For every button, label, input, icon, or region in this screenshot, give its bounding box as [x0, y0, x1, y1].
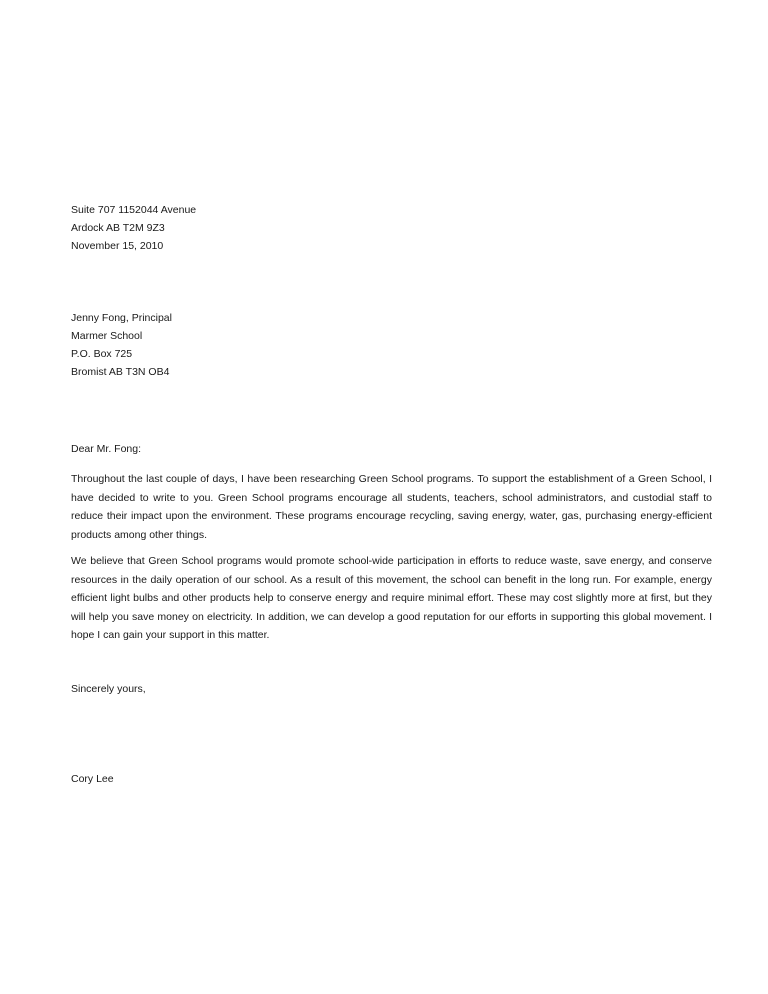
closing: Sincerely yours,: [71, 683, 146, 695]
recipient-name-title: Jenny Fong, Principal: [71, 312, 172, 324]
recipient-city-postal: Bromist AB T3N OB4: [71, 366, 170, 378]
recipient-organization: Marmer School: [71, 330, 143, 342]
recipient-po-box: P.O. Box 725: [71, 348, 133, 360]
salutation: Dear Mr. Fong:: [71, 443, 142, 455]
body-paragraph-1: Throughout the last couple of days, I have been researching Green School programs. To support the establishment of a Green School, I have decided to write to you. Green School programs encourage all students, teachers, school administrators, and custodial staff to reduce their impact upon the environment. These programs encourage recycling, saving energy, water, gas, purchasing energy-efficient products among other things.: [71, 473, 712, 541]
body-paragraph-2: We believe that Green School programs would promote school-wide participation in efforts to reduce waste, save energy, and conserve resources in the daily operation of our school. As a result of this movement, the school can benefit in the long run. For example, energy efficient light bulbs and other products help to conserve energy and require minimal effort. These may cost slightly more at first, but they will help you save money on electricity. In addition, we can develop a good reputation for our efforts in supporting this global movement. I hope I can gain your support in this matter.: [71, 555, 712, 642]
letter-date: November 15, 2010: [71, 240, 164, 252]
sender-address-line2: Ardock AB T2M 9Z3: [71, 222, 165, 234]
signature-name: Cory Lee: [71, 773, 114, 785]
sender-address-line1: Suite 707 1152044 Avenue: [71, 204, 197, 216]
